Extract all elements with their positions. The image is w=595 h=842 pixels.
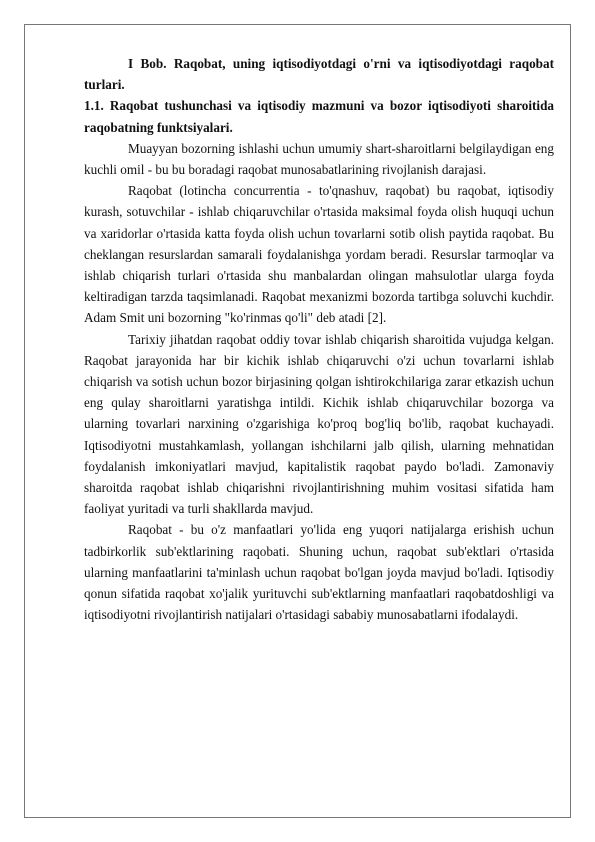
section-heading: 1.1. Raqobat tushunchasi va iqtisodiy mazmuni va bozor iqtisodiyoti sharoitida raqobatning funktsiyalari. — [84, 98, 554, 135]
document-body — [84, 53, 554, 625]
paragraph-2: Raqobat (lotincha concurrentia - to'qnashuv, raqobat) bu raqobat, iqtisodiy kurash, sotuvchilar - ishlab chiqaruvchilar o'rtasida maksimal foyda olish huquqi uchun va xaridorlar o'rtasida katta foyda olish uchun tovarlarni sotib olish paytida raqobat. Bu cheklangan resurslardan samarali foydalanishga yordam beradi. Resurslar tarmoqlar va ishlab chiqarish turlari o'rtasida shu manbalardan olingan mahsulotlar ularga foyda keltiradigan tarzda taqsimlanadi. Raqobat mexanizmi bozorda tartibga soluvchi kuchdir. Adam Smit uni bozorning "ko'rinmas qo'li" deb atadi [2]. — [84, 183, 554, 326]
paragraph-1: Muayyan bozorning ishlashi uchun umumiy shart-sharoitlarni belgilaydigan eng kuchli omil - bu bu boradagi raqobat munosabatlarining rivojlanish darajasi. — [84, 140, 554, 178]
chapter-heading: I Bob. Raqobat, uning iqtisodiyotdagi o'rni va iqtisodiyotdagi raqobat turlari. — [84, 56, 554, 93]
paragraph-4: Raqobat - bu o'z manfaatlari yo'lida eng yuqori natijalarga erishish uchun tadbirkorlik sub'ektlarining raqobati. Shuning uchun, raqobat sub'ektlari o'rtasida ularning manfaatlarini ta'minlash uchun raqobat bo'lgan joyda mavjud bo'ladi. Iqtisodiy qonun sifatida raqobat xo'jalik yurituvchi sub'ektlarning manfaatlari raqobatdoshligi va iqtisodiyotni rivojlantirish natijalari o'rtasidagi sababiy munosabatlarni ifodalaydi. — [84, 522, 554, 623]
paragraph-3: Tarixiy jihatdan raqobat oddiy tovar ishlab chiqarish sharoitida vujudga kelgan. Raqobat jarayonida har bir kichik ishlab chiqaruvchi o'zi uchun tovarlarni ishlab chiqarish va sotish uchun bozor birjasining qolgan ishtirokchilariga zarar etkazish uchun eng qulay sharoitlarni yaratishga intildi. Kichik ishlab chiqaruvchilar bozorga va ularning tovarlari narxining o'zgarishiga ko'proq bog'liq bo'lib, raqobat kuchayadi. Iqtisodiyotni mustahkamlash, yollangan ishchilarni jalb qilish, ularning mehnatidan foydalanish imkoniyatlari mavjud, kapitalistik raqobat paydo bo'ladi. Zamonaviy sharoitda raqobat ishlab chiqarishni rivojlantirishning muhim vositasi sifatida ham faoliyat yuritadi va turli shakllarda mavjud. — [84, 331, 554, 517]
